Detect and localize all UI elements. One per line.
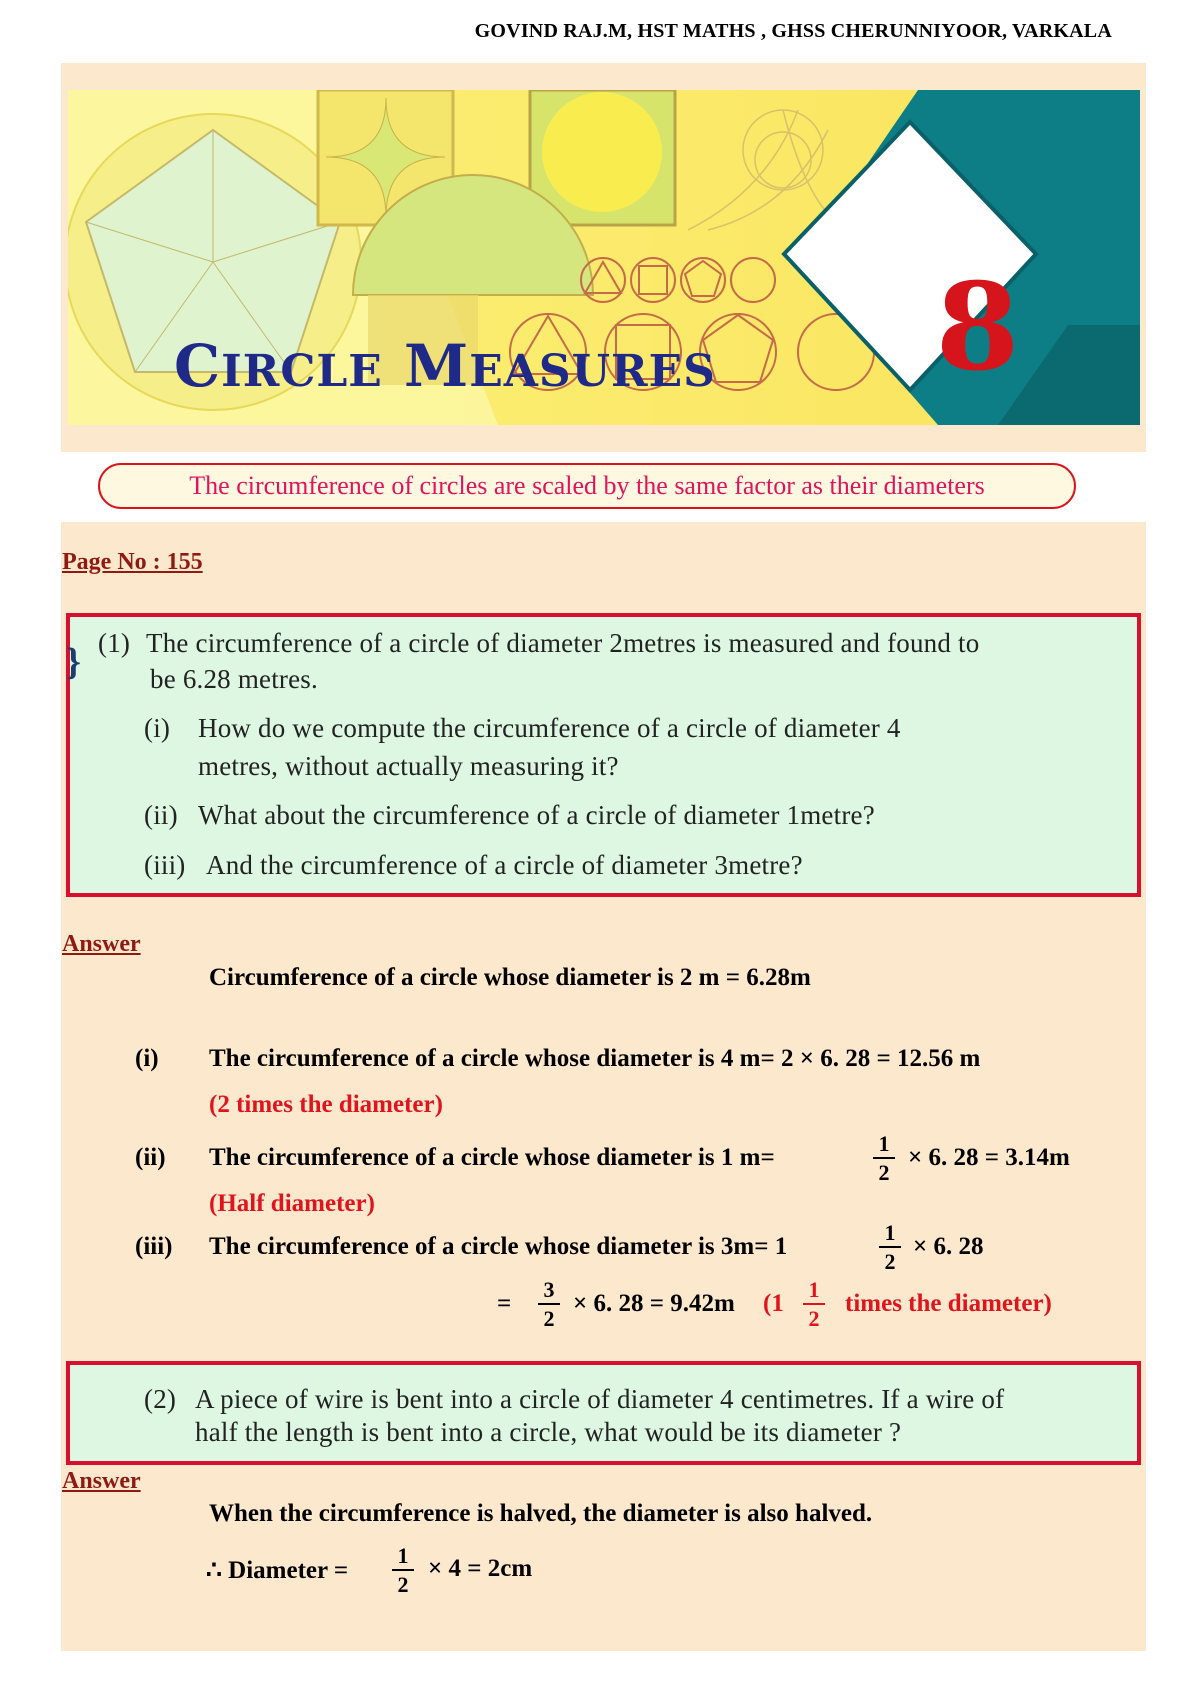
brace-icon: } <box>66 641 81 683</box>
answer-2-line1: When the circumference is halved, the diameter is also halved. <box>209 1500 873 1527</box>
answer-2-line2-b: × 4 = 2cm <box>428 1555 533 1582</box>
answer-2-fraction: $\frac{1}{2}$ <box>392 1545 414 1596</box>
chapter-number: 8 <box>935 257 1020 398</box>
answer-1-intro: Circumference of a circle whose diameter is 2 m = 6.28m <box>209 964 811 991</box>
q2-line2: half the length is bent into a circle, what would be its diameter ? <box>195 1417 902 1447</box>
answer-1-i-text: The circumference of a circle whose diameter is 4 m= 2 × 6. 28 = 12.56 m <box>209 1045 981 1072</box>
answer-1-i-label: (i) <box>135 1045 159 1072</box>
q2-line1: A piece of wire is bent into a circle of diameter 4 centimetres. If a wire of <box>195 1384 1005 1414</box>
page-header: GOVIND RAJ.M, HST MATHS , GHSS CHERUNNIYOOR, VARKALA <box>474 20 1112 42</box>
q1-number: (1) <box>98 628 131 658</box>
q1-ii-text: What about the circumference of a circle of diameter 1metre? <box>198 800 875 830</box>
page-number: Page No : 155 <box>62 549 203 575</box>
answer-1-ii-rest: × 6. 28 = 3.14m <box>908 1144 1070 1171</box>
q1-line1: The circumference of a circle of diameter 2metres is measured and found to <box>146 628 980 658</box>
answer-1-iii-fraction-2: $\frac{3}{2}$ <box>538 1279 560 1330</box>
answer-1-i-note: (2 times the diameter) <box>209 1091 443 1118</box>
answer-1-iii-note-a: (1 <box>763 1290 784 1317</box>
answer-1-iii-note-b: times the diameter) <box>845 1290 1052 1317</box>
tagline: The circumference of circles are scaled by the same factor as their diameters <box>98 463 1076 509</box>
q1-line2: be 6.28 metres. <box>150 664 318 694</box>
answer-1-iii-text: The circumference of a circle whose diameter is 3m= 1 <box>209 1233 788 1260</box>
q1-i-line2: metres, without actually measuring it? <box>198 751 619 781</box>
answer-1-ii-fraction: $\frac{1}{2}$ <box>873 1133 895 1184</box>
q1-i-label: (i) <box>144 713 171 743</box>
chapter-banner <box>68 90 1140 425</box>
answer-1-iii-rest-2: × 6. 28 = 9.42m <box>573 1290 735 1317</box>
answer-2-label: Answer <box>62 1468 141 1494</box>
answer-1-ii-label: (ii) <box>135 1144 166 1171</box>
answer-2-line2-a: ∴ Diameter = <box>206 1557 349 1584</box>
chapter-title: CIRCLE MEASURES <box>174 332 716 400</box>
answer-1-iii-equals: = <box>497 1290 512 1317</box>
answer-1-iii-rest: × 6. 28 <box>913 1233 984 1260</box>
q2-number: (2) <box>144 1384 177 1414</box>
answer-1-iii-label: (iii) <box>135 1233 173 1260</box>
answer-1-iii-fraction: $\frac{1}{2}$ <box>879 1222 901 1273</box>
q1-ii-label: (ii) <box>144 800 178 830</box>
answer-1-label: Answer <box>62 931 141 957</box>
answer-1-ii-text: The circumference of a circle whose diameter is 1 m= <box>209 1144 775 1171</box>
answer-1-ii-note: (Half diameter) <box>209 1190 375 1217</box>
answer-1-iii-note-fraction: $\frac{1}{2}$ <box>803 1279 825 1330</box>
q1-iii-text: And the circumference of a circle of diameter 3metre? <box>206 850 803 880</box>
q1-iii-label: (iii) <box>144 850 186 880</box>
q1-i-line1: How do we compute the circumference of a circle of diameter 4 <box>198 713 901 743</box>
